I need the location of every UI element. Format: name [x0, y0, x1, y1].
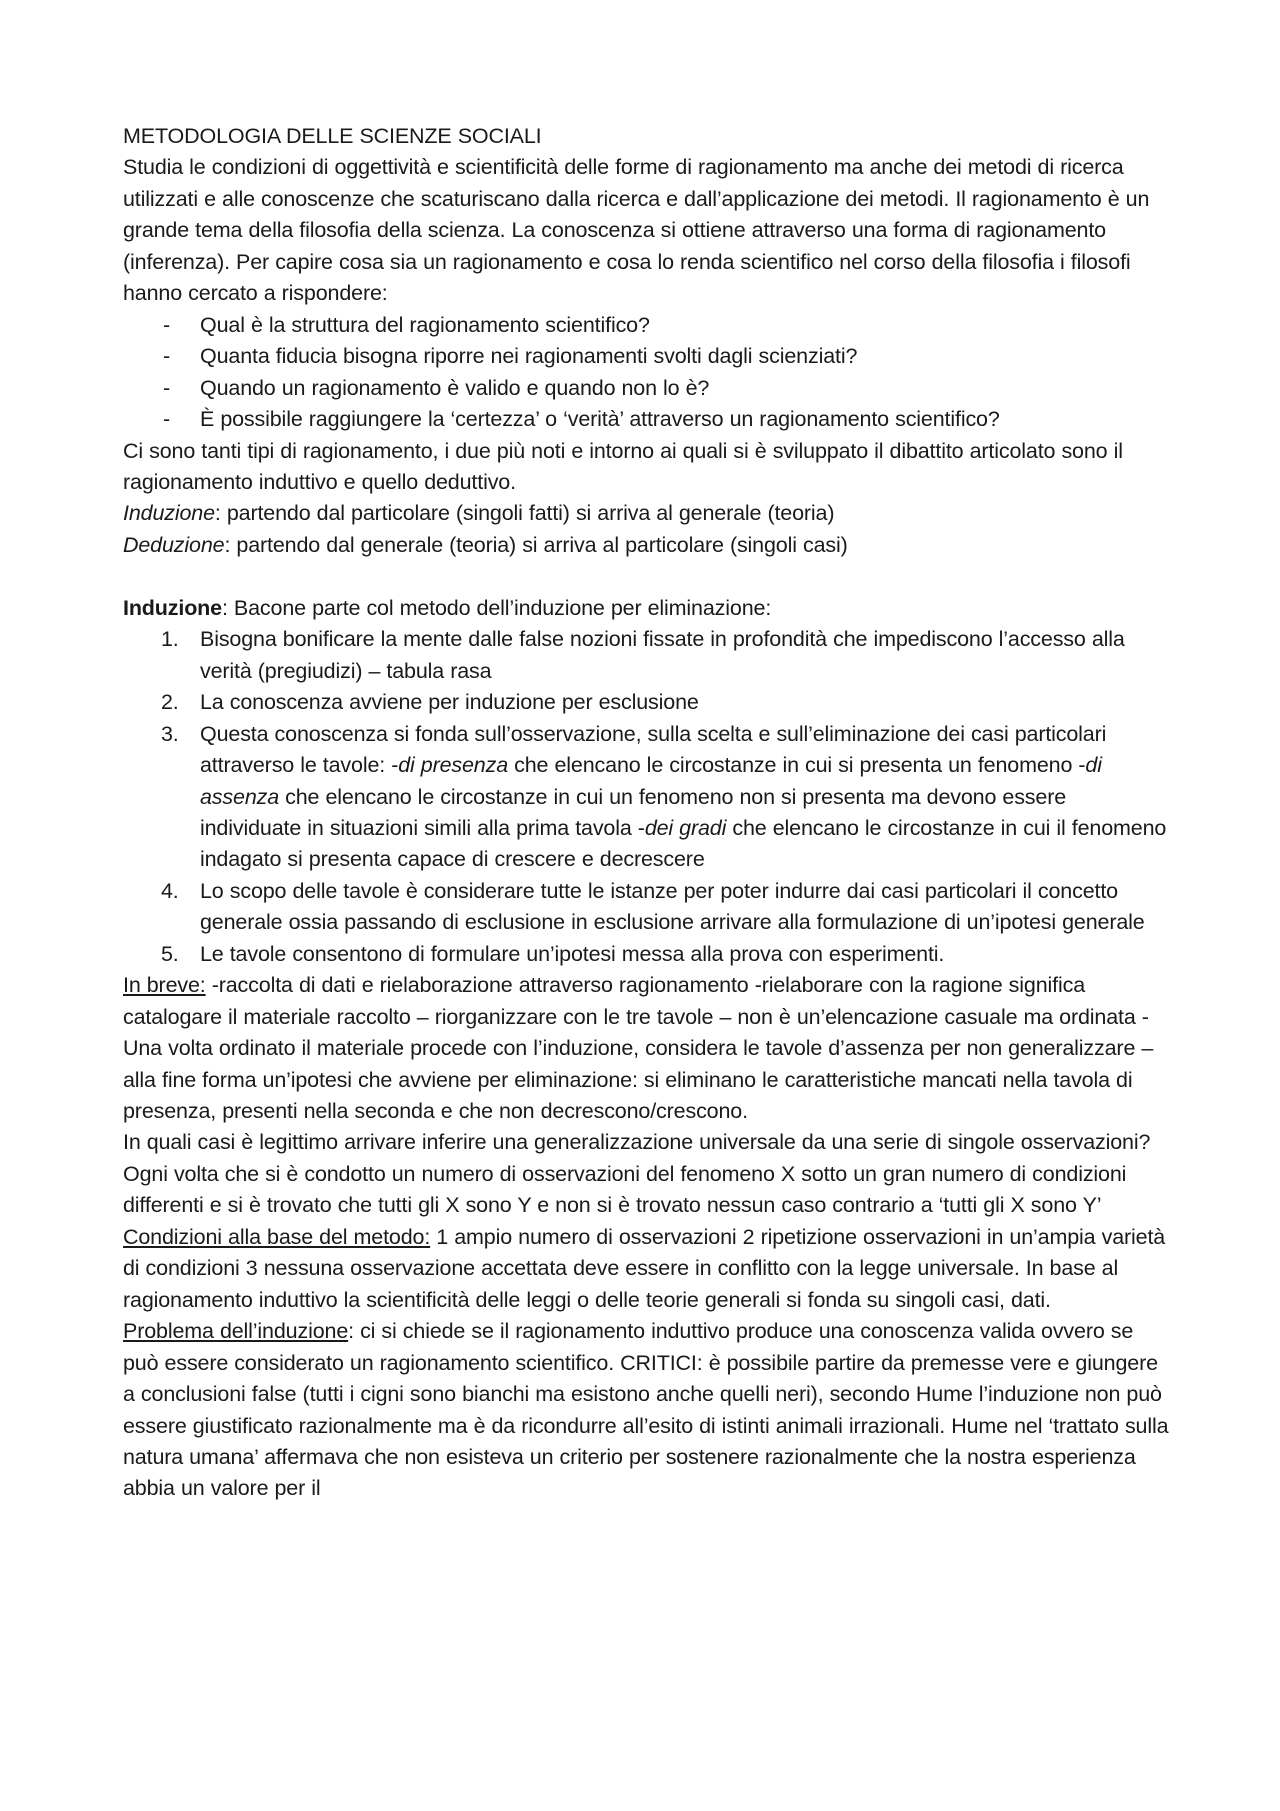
- step-text-part: che elencano le circostanze in cui il fenomeno indagato si presenta capace di crescere e decrescere: [200, 815, 1167, 872]
- question-text: Qual è la struttura del ragionamento scientifico?: [200, 312, 650, 337]
- deduzione-definition: [123, 530, 1173, 561]
- step-text: Lo scopo delle tavole è considerare tutte le istanze per poter indurre dai casi particolari il concetto generale ossia passando di esclusione in esclusione arrivare alla formulazione di un’ipotesi generale: [200, 878, 1145, 935]
- step-number: 4.: [161, 878, 179, 903]
- step-number: 2.: [161, 690, 179, 715]
- problem-text: : ci si chiede se il ragionamento induttivo produce una conoscenza valida ovvero se può essere considerato un ragionamento scientifico. CRITICI: è possibile partire da premesse vere e giungere a conclusioni false (tutti i cigni sono bianchi ma esistono anche quelli neri), secondo Hume l’induzione non può essere giustificato razionalmente ma è da ricondurre all’esito di istinti animali irrazionali. Hume nel ‘trattato sulla natura umana’ affermava che non esisteva un criterio per sostenere razionalmente che la nostra esperienza abbia un valore per il: [123, 1319, 1169, 1501]
- list-item: [123, 687, 1173, 718]
- list-item: [123, 404, 1173, 435]
- step-text: Le tavole consentono di formulare un’ipotesi messa alla prova con esperimenti.: [200, 941, 945, 966]
- step-text: Bisogna bonificare la mente dalle false nozioni fissate in profondità che impediscono l’accesso alla verità (pregiudizi) – tabula rasa: [200, 627, 1125, 683]
- question-text: È possibile raggiungere la ‘certezza’ o ‘verità’ attraverso un ragionamento scientifico?: [200, 407, 1000, 432]
- step-number: 3.: [161, 721, 179, 746]
- question-text: Quanta fiducia bisogna riporre nei ragionamenti svolti dagli scienziati?: [200, 344, 858, 369]
- induzione-text: : partendo dal particolare (singoli fatti) si arriva al generale (teoria): [214, 501, 835, 526]
- in-breve-paragraph: [123, 970, 1173, 1127]
- deduzione-text: : partendo dal generale (teoria) si arriva al particolare (singoli casi): [224, 532, 848, 557]
- conditions-paragraph: [123, 1222, 1173, 1316]
- step-text-italic: di assenza: [200, 753, 1102, 809]
- method-steps-list: [123, 624, 1173, 970]
- dash-bullet: -: [163, 375, 171, 400]
- questions-list: [123, 310, 1173, 436]
- legitimacy-paragraph: In quali casi è legittimo arrivare inferire una generalizzazione universale da una serie di singole osservazioni? Ogni volta che si è condotto un numero di osservazioni del fenomeno X sotto un gran numero di condizioni differenti e si è trovato che tutti gli X sono Y e non si è trovato nessun caso contrario a ‘tutti gli X sono Y’: [123, 1130, 1151, 1218]
- step-text-part: che elencano le circostanze in cui un fenomeno non si presenta ma devono essere individuate in situazioni simili alla prima tavola -: [200, 784, 1067, 840]
- list-item: [123, 373, 1173, 404]
- bacone-text: : Bacone parte col metodo dell’induzione per eliminazione:: [221, 595, 772, 620]
- list-item: [123, 341, 1173, 372]
- problem-label: Problema dell’induzione: [123, 1319, 349, 1344]
- list-item: [123, 310, 1173, 341]
- dash-bullet: -: [163, 344, 171, 369]
- list-item: [123, 876, 1173, 939]
- list-item: [123, 939, 1173, 970]
- deduzione-term: Deduzione: [123, 532, 225, 557]
- conditions-label: Condizioni alla base del metodo:: [123, 1224, 431, 1249]
- in-breve-label: In breve:: [123, 973, 206, 998]
- step-number: 1.: [161, 627, 179, 652]
- bacone-heading: [123, 593, 1173, 624]
- step-text: La conoscenza avviene per induzione per esclusione: [200, 690, 699, 715]
- conditions-text: 1 ampio numero di osservazioni 2 ripetizione osservazioni in un’ampia varietà di condizioni 3 nessuna osservazione accettata deve essere in conflitto con la legge universale. In base al ragionamento induttivo la scientificità delle leggi o delle teorie generali si fonda su singoli casi, dati.: [123, 1224, 1166, 1312]
- blank-line: [123, 561, 1173, 592]
- document-title: METODOLOGIA DELLE SCIENZE SOCIALI: [123, 124, 542, 148]
- list-item: [123, 719, 1173, 876]
- dash-bullet: -: [163, 407, 171, 432]
- step-text-part: Questa conoscenza si fonda sull’osservazione, sulla scelta e sull’eliminazione dei casi particolari attraverso le tavole: -: [200, 721, 1107, 778]
- induzione-definition: [123, 498, 1173, 529]
- step-text-part: che elencano le circostanze in cui si presenta un fenomeno -: [508, 753, 1086, 778]
- problem-paragraph: [123, 1316, 1173, 1505]
- intro-paragraph: Studia le condizioni di oggettività e scientificità delle forme di ragionamento ma anche dei metodi di ricerca utilizzati e alle conoscenze che scaturiscano dalla ricerca e dall’applicazione dei metodi. Il ragionamento è un grande tema della filosofia della scienza. La conoscenza si ottiene attraverso una forma di ragionamento (inferenza). Per capire cosa sia un ragionamento e cosa lo renda scientifico nel corso della filosofia i filosofi hanno cercato a rispondere:: [123, 155, 1150, 306]
- step-number: 5.: [161, 941, 179, 966]
- dash-bullet: -: [163, 312, 171, 337]
- question-text: Quando un ragionamento è valido e quando non lo è?: [200, 375, 710, 400]
- bacone-term: Induzione: [123, 595, 222, 620]
- document-page: [123, 121, 1173, 1505]
- step-text-italic: di presenza: [398, 753, 509, 778]
- induzione-term: Induzione: [123, 501, 215, 526]
- reasoning-types-paragraph: Ci sono tanti tipi di ragionamento, i due più noti e intorno ai quali si è sviluppato il dibattito articolato sono il ragionamento induttivo e quello deduttivo.: [123, 438, 1123, 494]
- in-breve-text: -raccolta di dati e rielaborazione attraverso ragionamento -rielaborare con la ragione significa catalogare il materiale raccolto – riorganizzare con le tre tavole – non è un’elencazione casuale ma ordinata - Una volta ordinato il materiale procede con l’induzione, considera le tavole d’assenza per non generalizzare – alla fine forma un’ipotesi che avviene per eliminazione: si eliminano le caratteristiche mancati nella tavola di presenza, presenti nella seconda e che non decrescono/crescono.: [123, 973, 1154, 1124]
- step-text-italic: dei gradi: [644, 815, 727, 840]
- list-item: [123, 624, 1173, 687]
